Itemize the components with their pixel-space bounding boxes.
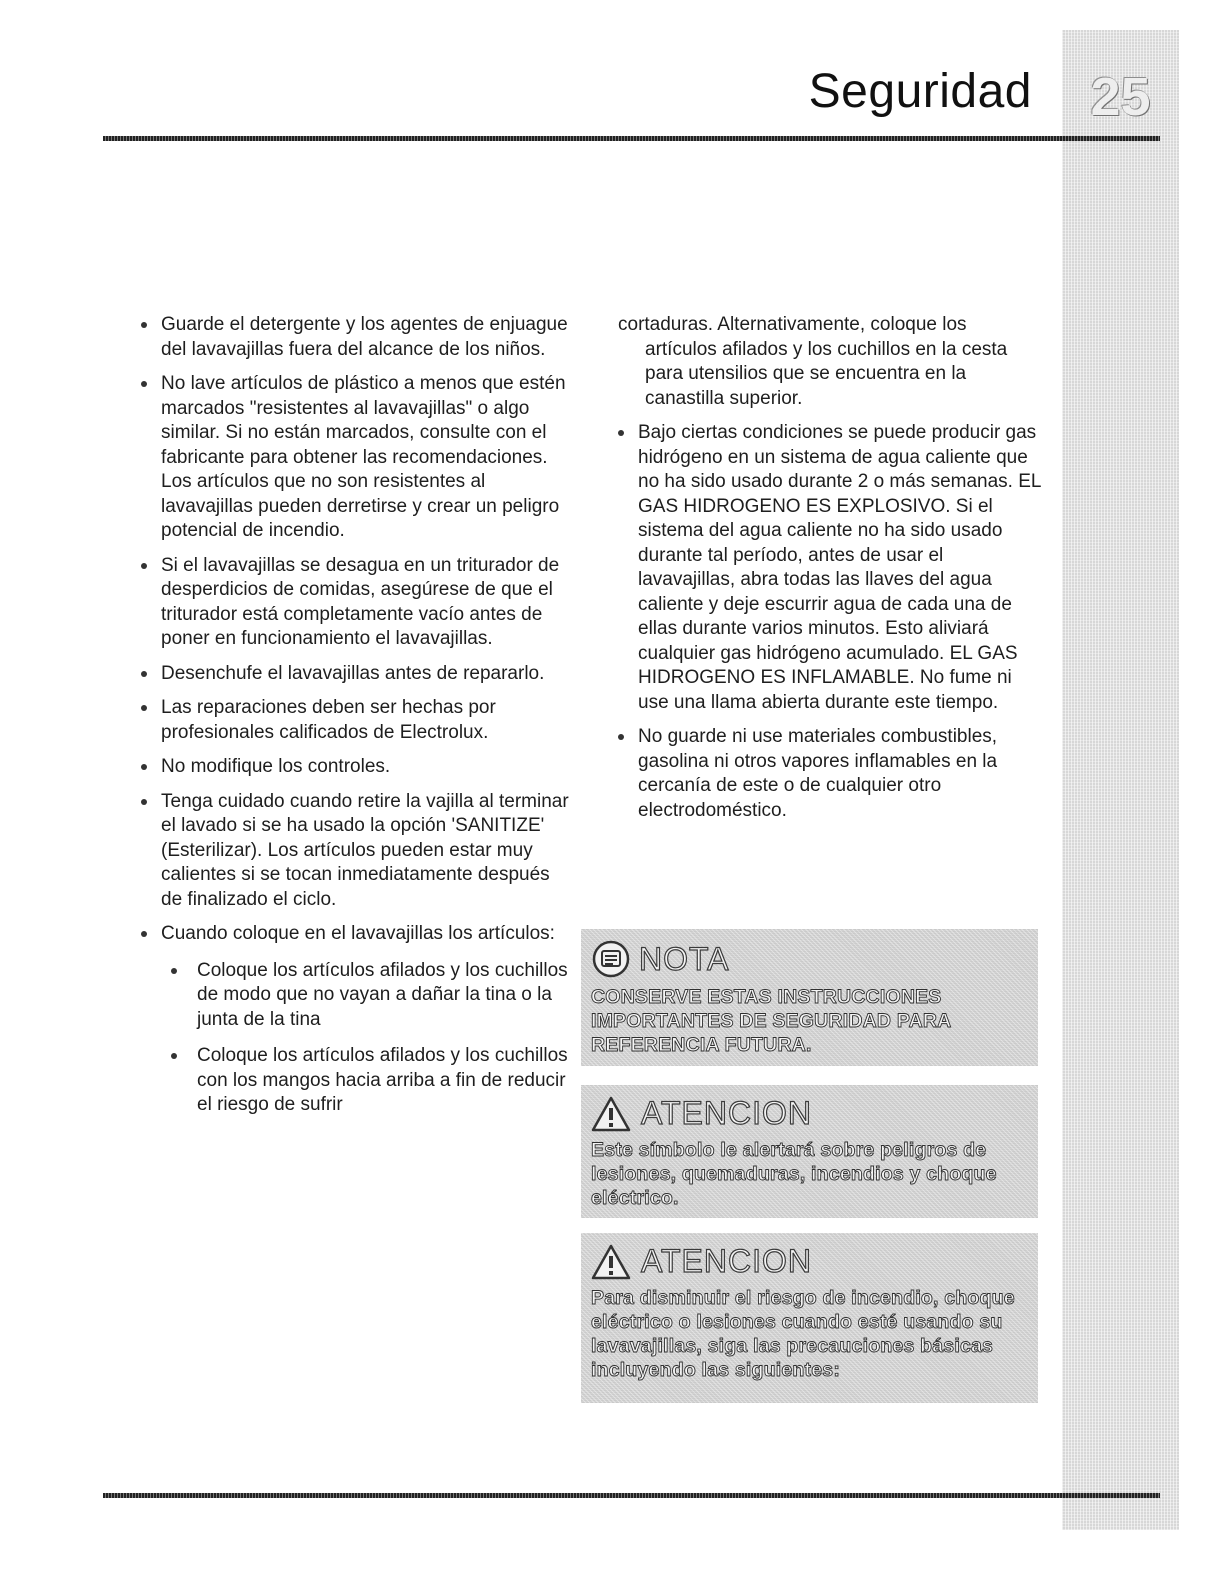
warning-box — [581, 1085, 1038, 1218]
warning-title: ATENCION — [641, 1095, 812, 1131]
list-item-with-subitems — [133, 922, 573, 1118]
warning-title: ATENCION — [641, 1243, 812, 1279]
note-icon — [591, 939, 631, 979]
list-item: Guarde el detergente y los agentes de enjuague del lavavajillas fuera del alcance de los niños. — [133, 313, 573, 362]
left-column — [133, 313, 573, 1130]
right-column — [610, 313, 1042, 833]
side-decorative-strip — [1062, 30, 1179, 1530]
warning-text: Para disminuir el riesgo de incendio, choque eléctrico o lesiones cuando esté usando su lavavajillas, siga las precauciones básicas incluyendo las siguientes: — [591, 1287, 1015, 1381]
note-title: NOTA — [639, 940, 730, 977]
note-header — [591, 939, 1024, 979]
warning-header — [591, 1243, 1024, 1280]
note-text: CONSERVE ESTAS INSTRUCCIONES IMPORTANTES DE SEGURIDAD PARA REFERENCIA FUTURA. — [591, 986, 951, 1056]
top-divider — [103, 136, 1160, 141]
section-title: Seguridad — [808, 65, 1032, 118]
sub-list — [161, 959, 573, 1118]
list-item: No guarde ni use materiales combustibles, gasolina ni otros vapores inflamables en la cercanía de este o de cualquier otro electrodoméstico. — [610, 725, 1042, 823]
sub-list-item: Coloque los artículos afilados y los cuchillos con los mangos hacia arriba a fin de reducir el riesgo de sufrir — [161, 1044, 573, 1118]
list-item: Tenga cuidado cuando retire la vajilla al terminar el lavado si se ha usado la opción 'SANITIZE' (Esterilizar). Los artículos pueden estar muy calientes si se tocan inmediatamente después de finalizado el ciclo. — [133, 790, 573, 913]
warning-triangle-icon — [591, 1244, 631, 1280]
page-number: 25 — [1090, 67, 1151, 127]
warning-text: Este símbolo le alertará sobre peligros de lesiones, quemaduras, incendios y choque eléctrico. — [591, 1139, 997, 1209]
bottom-divider — [103, 1493, 1160, 1498]
list-item: Bajo ciertas condiciones se puede producir gas hidrógeno en un sistema de agua caliente que no ha sido usado durante 2 o más semanas. EL GAS HIDROGENO ES EXPLOSIVO. Si el sistema del agua caliente no ha sido usado durante tal período, antes de usar el lavavajillas, abra todas las llaves del agua caliente y deje escurrir agua de cada una de ellas durante varios minutos. Esto aliviará cualquier gas hidrógeno acumulado. EL GAS HIDROGENO ES INFLAMABLE. No fume ni use una llama abierta durante este tiempo. — [610, 421, 1042, 715]
safety-list-left — [133, 313, 573, 1118]
warning-header — [591, 1095, 1024, 1132]
list-item: Las reparaciones deben ser hechas por profesionales calificados de Electrolux. — [133, 696, 573, 745]
sub-list-item: Coloque los artículos afilados y los cuchillos de modo que no vayan a dañar la tina o la junta de la tina — [161, 959, 573, 1033]
safety-list-right — [610, 421, 1042, 823]
list-item: Desenchufe el lavavajillas antes de repararlo. — [133, 662, 573, 687]
warning-box — [581, 1233, 1038, 1403]
list-item: No lave artículos de plástico a menos que estén marcados "resistentes al lavavajillas" o algo similar. Si no están marcados, consulte con el fabricante para obtener las recomendaciones. Los artículos que no son resistentes al lavavajillas pueden derretirse y crear un peligro potencial de incendio. — [133, 372, 573, 544]
list-item: Si el lavavajillas se desagua en un triturador de desperdicios de comidas, asegúrese de que el triturador está completamente vacío antes de poner en funcionamiento el lavavajillas. — [133, 554, 573, 652]
warning-triangle-icon — [591, 1096, 631, 1132]
list-item-text: Cuando coloque en el lavavajillas los artículos: — [161, 923, 555, 944]
continued-text: cortaduras. Alternativamente, coloque los artículos afilados y los cuchillos en la cesta para utensilios que se encuentra en la canastilla superior. — [618, 314, 1008, 409]
list-item: No modifique los controles. — [133, 755, 573, 780]
note-box — [581, 929, 1038, 1066]
